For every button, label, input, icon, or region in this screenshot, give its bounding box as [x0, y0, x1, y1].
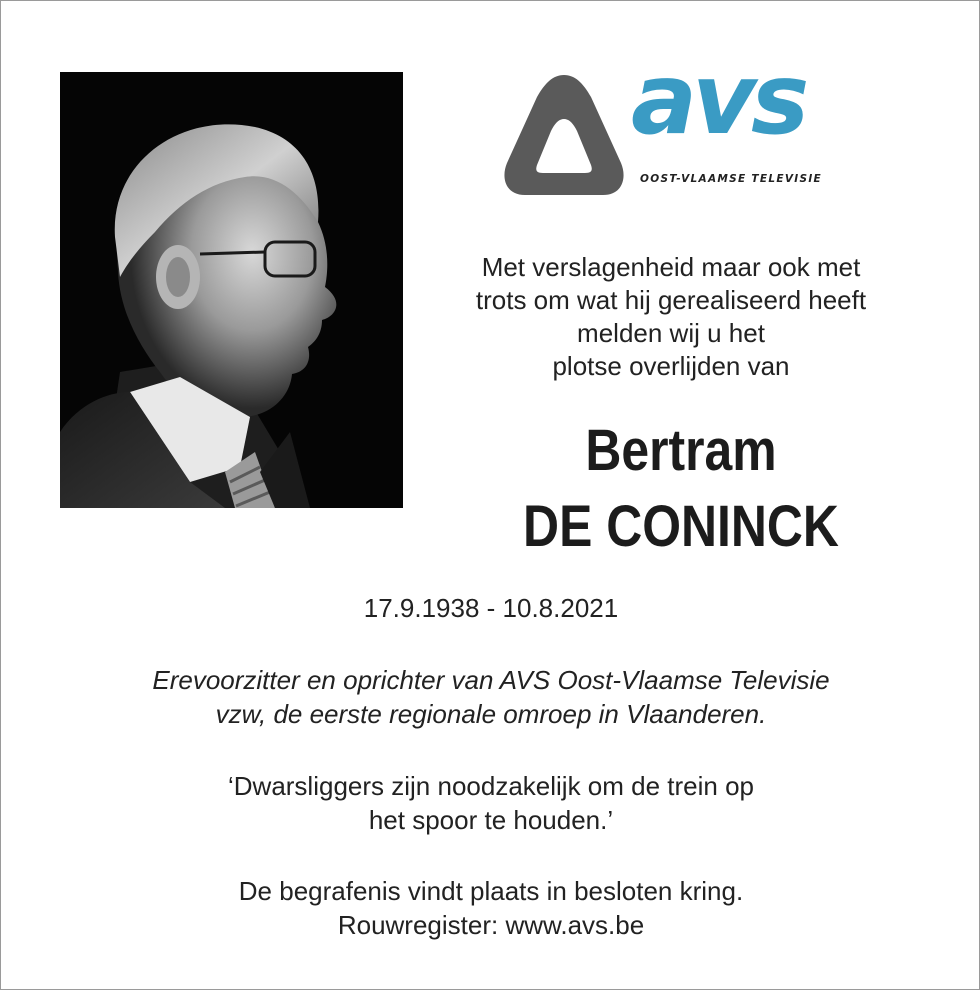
role-description	[1, 663, 980, 731]
avs-logo	[503, 43, 833, 197]
avs-wordmark: avs	[631, 43, 805, 157]
first-name: Bertram	[585, 418, 777, 483]
intro-line: trots om wat hij gerealiseerd heeft	[475, 285, 867, 315]
intro-line: plotse overlijden van	[552, 351, 790, 381]
logo-mark-shape	[504, 75, 623, 195]
life-dates: 17.9.1938 - 10.8.2021	[363, 593, 619, 623]
intro-text	[421, 251, 921, 383]
closing-text	[1, 874, 980, 942]
role-line: vzw, de eerste regionale omroep in Vlaanderen.	[215, 699, 767, 729]
avs-triangle-logo-mark	[503, 73, 625, 197]
portrait-photo	[60, 72, 403, 508]
intro-line: melden wij u het	[577, 318, 765, 348]
quote	[1, 769, 980, 837]
quote-line: ‘Dwarsliggers zijn noodzakelijk om de trein op	[227, 771, 755, 801]
role-line: Erevoorzitter en oprichter van AVS Oost-Vlaamse Televisie	[152, 665, 830, 695]
quote-line: het spoor te houden.’	[368, 805, 614, 835]
funeral-notice: De begrafenis vindt plaats in besloten kring.	[238, 876, 744, 906]
condolence-register: Rouwregister: www.avs.be	[337, 910, 645, 940]
intro-line: Met verslagenheid maar ook met	[481, 252, 861, 282]
deceased-name	[466, 413, 896, 565]
last-name: DE CONINCK	[523, 494, 839, 559]
logo-tagline: OOST-VLAAMSE TELEVISIE	[640, 173, 823, 185]
